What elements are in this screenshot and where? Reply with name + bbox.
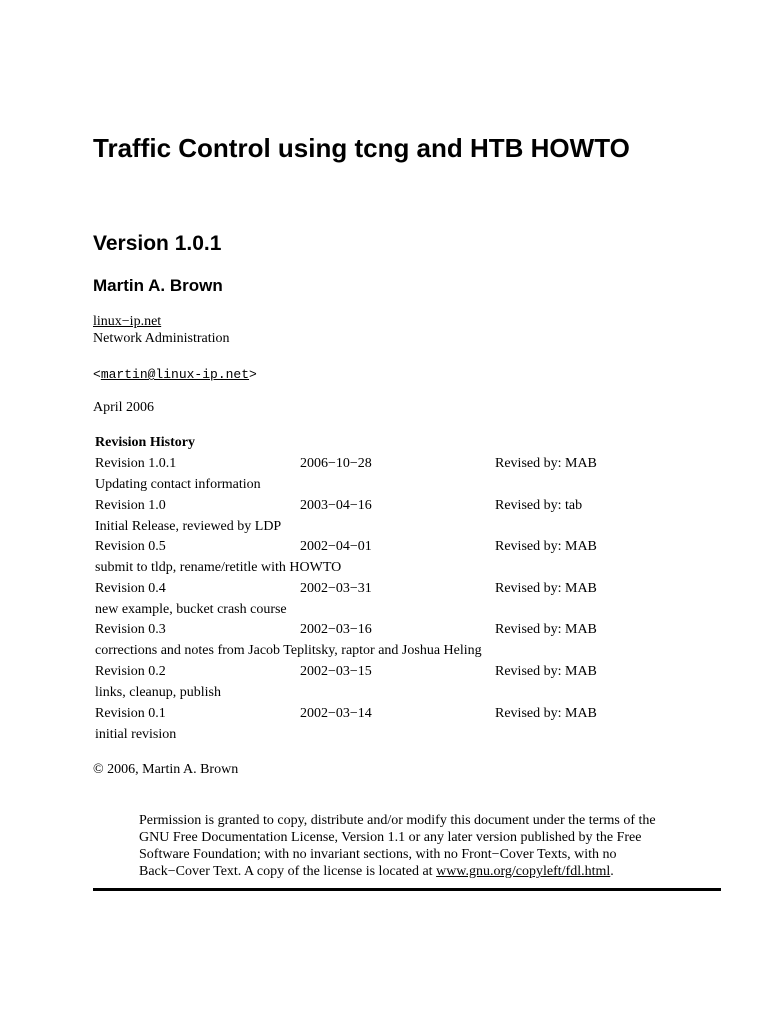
revision-entry — [0, 620, 768, 662]
revision-note: links, cleanup, publish — [95, 684, 221, 700]
document-title: Traffic Control using tcng and HTB HOWTO — [93, 133, 630, 163]
revision-entry — [0, 537, 768, 579]
document-version: Version 1.0.1 — [93, 232, 222, 255]
license-line: Software Foundation; with no invariant sections, with no Front−Cover Texts, with no — [139, 847, 617, 862]
document-date: April 2006 — [93, 400, 155, 415]
revision-note: new example, bucket crash course — [95, 601, 287, 617]
revision-row — [0, 620, 768, 640]
revision-number: Revision 0.5 — [95, 539, 166, 555]
revision-author: Revised by: MAB — [495, 622, 597, 638]
revision-number: Revision 0.2 — [95, 663, 166, 679]
copyright-notice: © 2006, Martin A. Brown — [93, 762, 239, 777]
revision-row — [0, 537, 768, 557]
revision-row — [0, 579, 768, 599]
revision-author: Revised by: MAB — [495, 539, 597, 555]
revision-entry — [0, 496, 768, 538]
email-line — [93, 366, 257, 383]
revision-date: 2003−04−16 — [300, 497, 372, 513]
revision-number: Revision 0.4 — [95, 580, 166, 596]
revision-entry — [0, 704, 768, 746]
fdl-license-link[interactable]: www.gnu.org/copyleft/fdl.html — [436, 864, 611, 879]
revision-history-list — [0, 454, 768, 745]
revision-entry — [0, 454, 768, 496]
license-text-end: . — [610, 864, 614, 879]
revision-note: submit to tldp, rename/retitle with HOWTO — [95, 560, 342, 576]
license-notice — [139, 812, 719, 880]
revision-number: Revision 0.3 — [95, 622, 166, 638]
revision-author: Revised by: MAB — [495, 705, 597, 721]
revision-history-heading: Revision History — [95, 435, 195, 450]
document-author: Martin A. Brown — [93, 276, 223, 295]
revision-number: Revision 1.0.1 — [95, 456, 177, 471]
revision-date: 2002−03−31 — [300, 580, 372, 596]
revision-row — [0, 454, 768, 474]
license-line: Permission is granted to copy, distribute and/or modify this document under the terms of the — [139, 813, 656, 828]
revision-author: Revised by: MAB — [495, 456, 597, 471]
email-close-bracket: > — [249, 367, 257, 382]
revision-row — [0, 496, 768, 516]
revision-number: Revision 1.0 — [95, 497, 166, 513]
revision-author: Revised by: MAB — [495, 580, 597, 596]
revision-author: Revised by: tab — [495, 497, 583, 513]
revision-row — [0, 662, 768, 682]
revision-date: 2002−03−16 — [300, 622, 372, 638]
revision-note: initial revision — [95, 726, 177, 742]
organization-link[interactable]: linux−ip.net — [93, 314, 162, 329]
revision-author: Revised by: MAB — [495, 663, 597, 679]
license-line-with-link — [139, 863, 719, 880]
email-open-bracket: < — [93, 367, 101, 382]
revision-number: Revision 0.1 — [95, 705, 166, 721]
revision-note: corrections and notes from Jacob Teplitsky, raptor and Joshua Heling — [95, 643, 482, 659]
horizontal-rule — [93, 888, 721, 891]
revision-date: 2002−03−14 — [300, 705, 372, 721]
license-text: Back−Cover Text. A copy of the license is located at — [139, 864, 437, 879]
revision-date: 2006−10−28 — [300, 456, 372, 471]
revision-entry — [0, 579, 768, 621]
revision-note: Initial Release, reviewed by LDP — [95, 518, 282, 534]
organization-unit: Network Administration — [93, 331, 230, 346]
revision-row — [0, 704, 768, 724]
revision-date: 2002−04−01 — [300, 539, 372, 555]
organization-block — [93, 313, 230, 347]
revision-note: Updating contact information — [95, 477, 261, 492]
revision-date: 2002−03−15 — [300, 663, 372, 679]
revision-entry — [0, 662, 768, 704]
license-line: GNU Free Documentation License, Version 1.1 or any later version published by the Free — [139, 830, 642, 845]
email-link[interactable]: martin@linux-ip.net — [100, 367, 250, 382]
